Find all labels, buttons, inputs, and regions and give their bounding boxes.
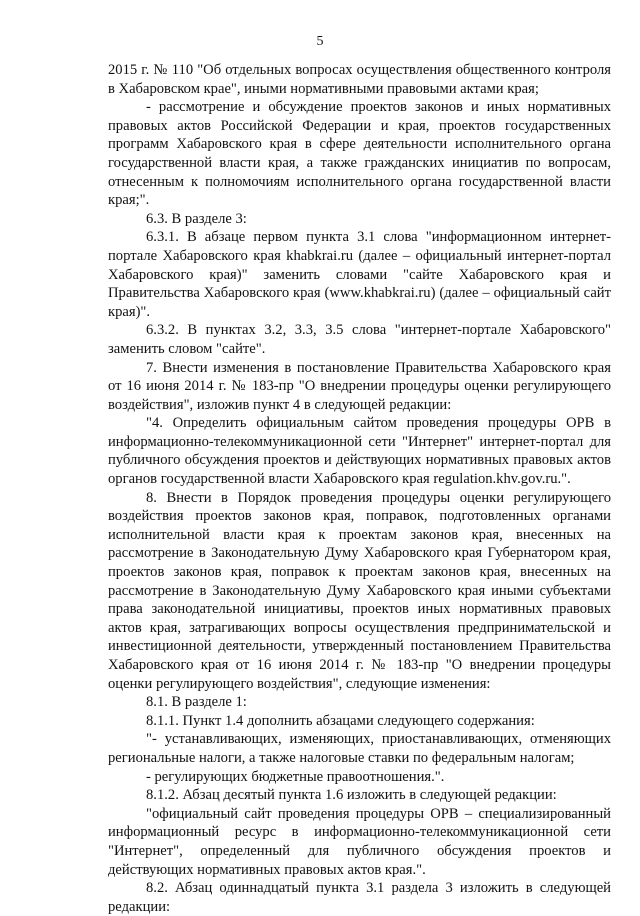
paragraph-2: - рассмотрение и обсуждение проектов законов и иных нормативных правовых актов Российской Федерации и края, проектов государственных программ Хабаровского края в сфере деятельности исполнительного органа государственной власти края, а также гражданских инициатив по вопросам, отнесенным к полномочиям исполнительного органа государственной власти края;". xyxy=(108,99,611,209)
paragraph-12: - регулирующих бюджетные правоотношения.". xyxy=(146,768,445,785)
paragraph-6: 7. Внести изменения в постановление Правительства Хабаровского края от 16 июня 2014 г. № 183-пр "О внедрении процедуры оценки регулирующего воздействия", изложив пункт 4 в следующей редакции: xyxy=(108,359,611,413)
document-body xyxy=(108,61,611,916)
paragraph-4: 6.3.1. В абзаце первом пункта 3.1 слова "информационном интернет-портале Хабаровского края khabkrai.ru (далее – официальный интернет-портал Хабаровского края)" заменить словами "сайте Хабаровского края и Правительства Хабаровского края (www.khabkrai.ru) (далее – официальный сайт края)". xyxy=(108,229,611,320)
paragraph-9: 8.1. В разделе 1: xyxy=(146,694,247,711)
paragraph-3: 6.3. В разделе 3: xyxy=(146,210,247,227)
page-number: 5 xyxy=(316,34,324,49)
paragraph-10: 8.1.1. Пункт 1.4 дополнить абзацами следующего содержания: xyxy=(146,712,535,729)
paragraph-5: 6.3.2. В пунктах 3.2, 3.3, 3.5 слова "интернет-портале Хабаровского" заменить словом "сайте". xyxy=(108,322,611,357)
paragraph-13: 8.1.2. Абзац десятый пункта 1.6 изложить в следующей редакции: xyxy=(146,787,557,804)
paragraph-15: 8.2. Абзац одиннадцатый пункта 3.1 раздела 3 изложить в следующей редакции: xyxy=(108,880,611,915)
paragraph-11: "- устанавливающих, изменяющих, приостанавливающих, отменяющих региональные налоги, а также налоговые ставки по федеральным налогам; xyxy=(108,731,611,766)
paragraph-8: 8. Внести в Порядок проведения процедуры оценки регулирующего воздействия проектов законов края, поправок, подготовленных органами исполнительной власти края к проектам законов края, внесенных на рассмотрение в Законодательную Думу Хабаровского края Губернатором края, проектов законов края, поправок к проектам законов края, внесенных на рассмотрение в Законодательную Думу Хабаровского края иными субъектами права законодательной инициативы, проектов иных нормативных правовых актов края, затрагивающих вопросы осуществления предпринимательской и инвестиционной деятельности, утвержденный постановлением Правительства Хабаровского края от 16 июня 2014 г. № 183-пр "О внедрении процедуры оценки регулирующего воздействия", следующие изменения: xyxy=(108,489,611,692)
paragraph-1: 2015 г. № 110 "Об отдельных вопросах осуществления общественного контроля в Хабаровском крае", иными нормативными правовыми актами края; xyxy=(108,62,611,97)
paragraph-7: "4. Определить официальным сайтом проведения процедуры ОРВ в информационно-телекоммуникационной сети "Интернет" интернет-портал для публичного обсуждения проектов и действующих нормативных правовых актов органов государственной власти Хабаровского края regulation.khv.gov.ru.". xyxy=(108,415,611,488)
paragraph-14: "официальный сайт проведения процедуры ОРВ – специализированный информационный ресурс в информационно-телекоммуникационной сети "Интернет", определенный для публичного обсуждения проектов и действующих нормативных правовых актов края.". xyxy=(108,805,611,878)
